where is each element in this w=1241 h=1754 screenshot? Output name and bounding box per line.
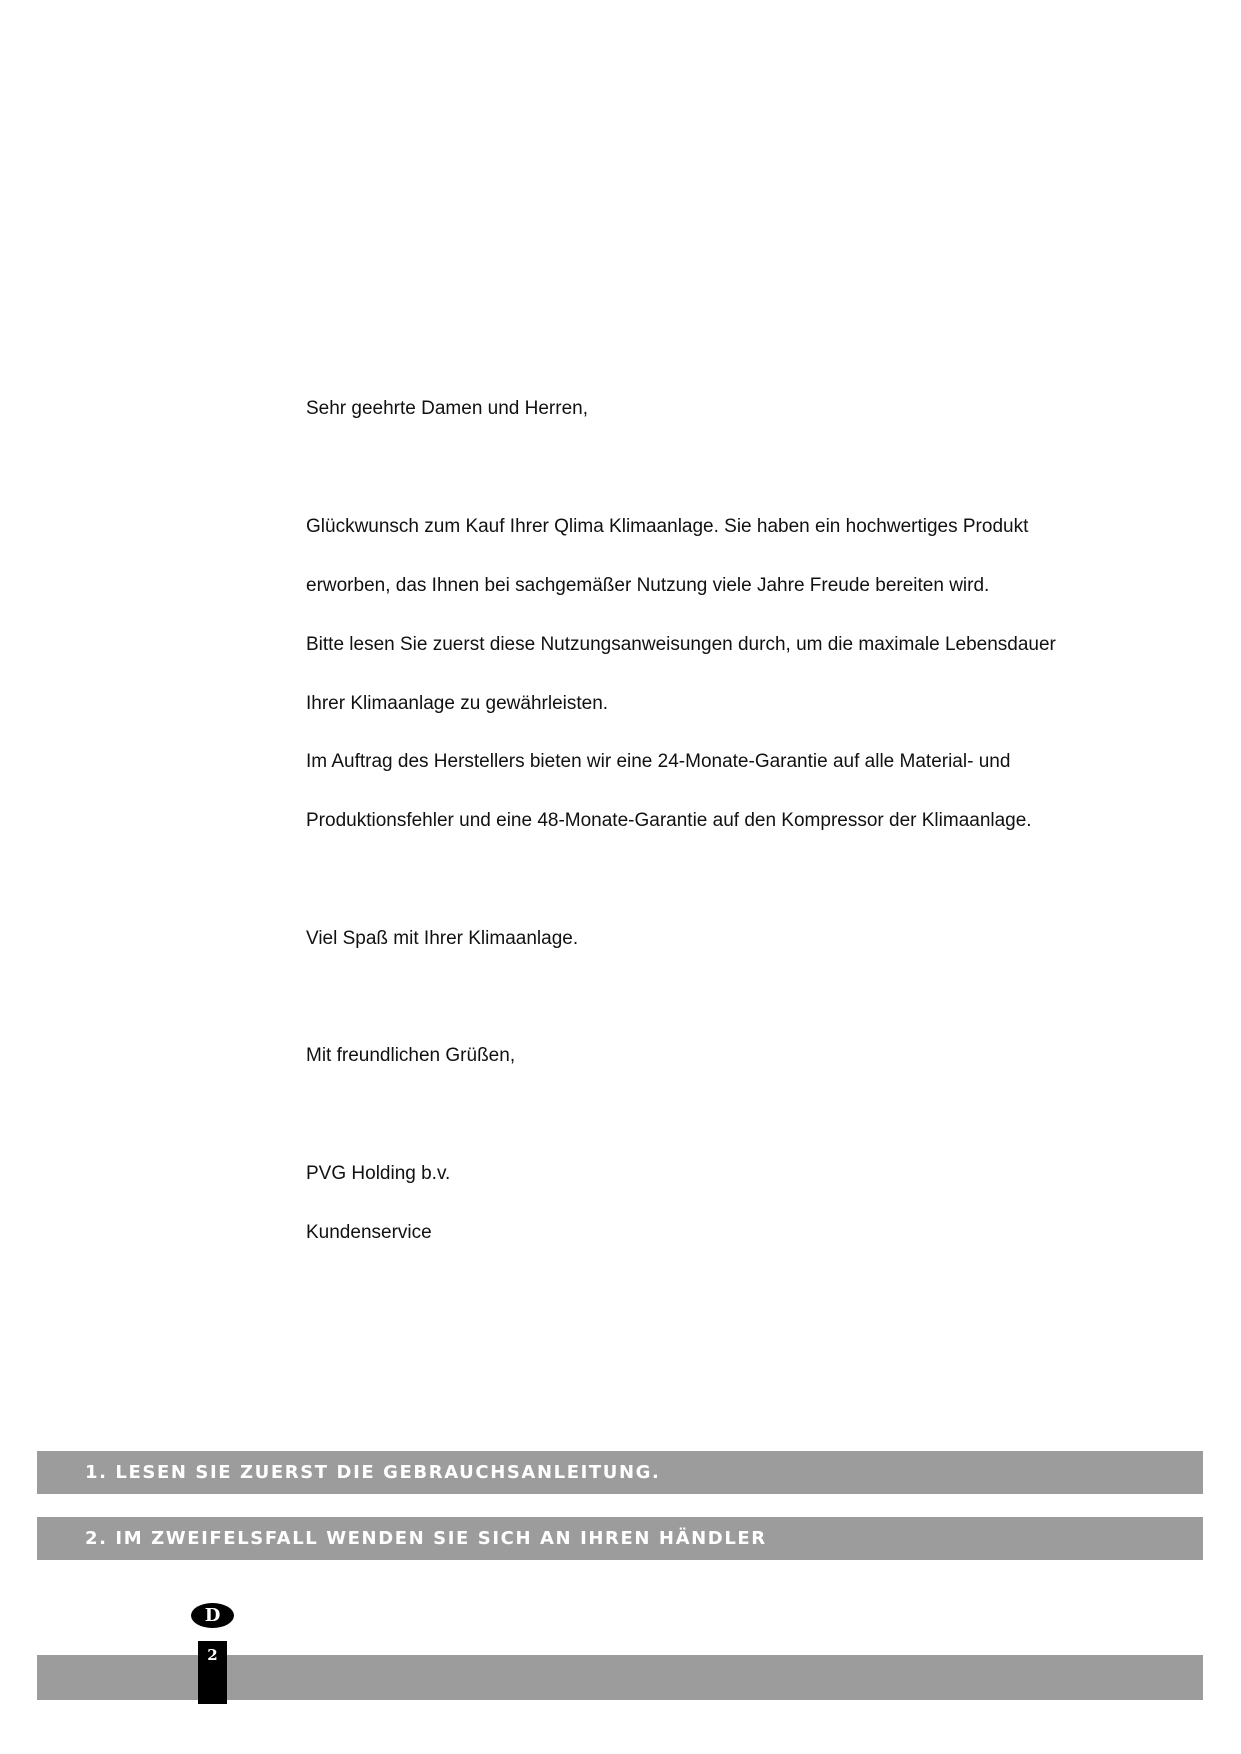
body-line: Im Auftrag des Herstellers bieten wir eine 24-Monate-Garantie auf alle Material- und [306, 751, 1011, 772]
language-badge: D [191, 1603, 234, 1628]
salutation: Sehr geehrte Damen und Herren, [306, 398, 588, 419]
body-line: Glückwunsch zum Kauf Ihrer Qlima Klimaanlage. Sie haben ein hochwertiges Produkt [306, 516, 1029, 537]
body-line: Produktionsfehler und eine 48-Monate-Garantie auf den Kompressor der Klimaanlage. [306, 810, 1032, 831]
closing-wish: Viel Spaß mit Ihrer Klimaanlage. [306, 928, 579, 949]
body-line: Ihrer Klimaanlage zu gewährleisten. [306, 693, 609, 714]
page-number-tab [198, 1641, 227, 1704]
notice-text: 1. LESEN SIE ZUERST DIE GEBRAUCHSANLEITUNG. [85, 1462, 661, 1483]
page-number: 2 [207, 1646, 218, 1664]
closing-greeting: Mit freundlichen Grüßen, [306, 1045, 516, 1066]
body-line: erworben, das Ihnen bei sachgemäßer Nutzung viele Jahre Freude bereiten wird. [306, 575, 990, 596]
notice-text: 2. IM ZWEIFELSFALL WENDEN SIE SICH AN IHREN HÄNDLER [85, 1528, 767, 1549]
company-name: PVG Holding b.v. [306, 1163, 451, 1184]
notice-bar-2 [37, 1517, 1203, 1560]
department-name: Kundenservice [306, 1222, 432, 1243]
notice-bar-1 [37, 1451, 1203, 1494]
body-line: Bitte lesen Sie zuerst diese Nutzungsanweisungen durch, um die maximale Lebensdauer [306, 634, 1056, 655]
